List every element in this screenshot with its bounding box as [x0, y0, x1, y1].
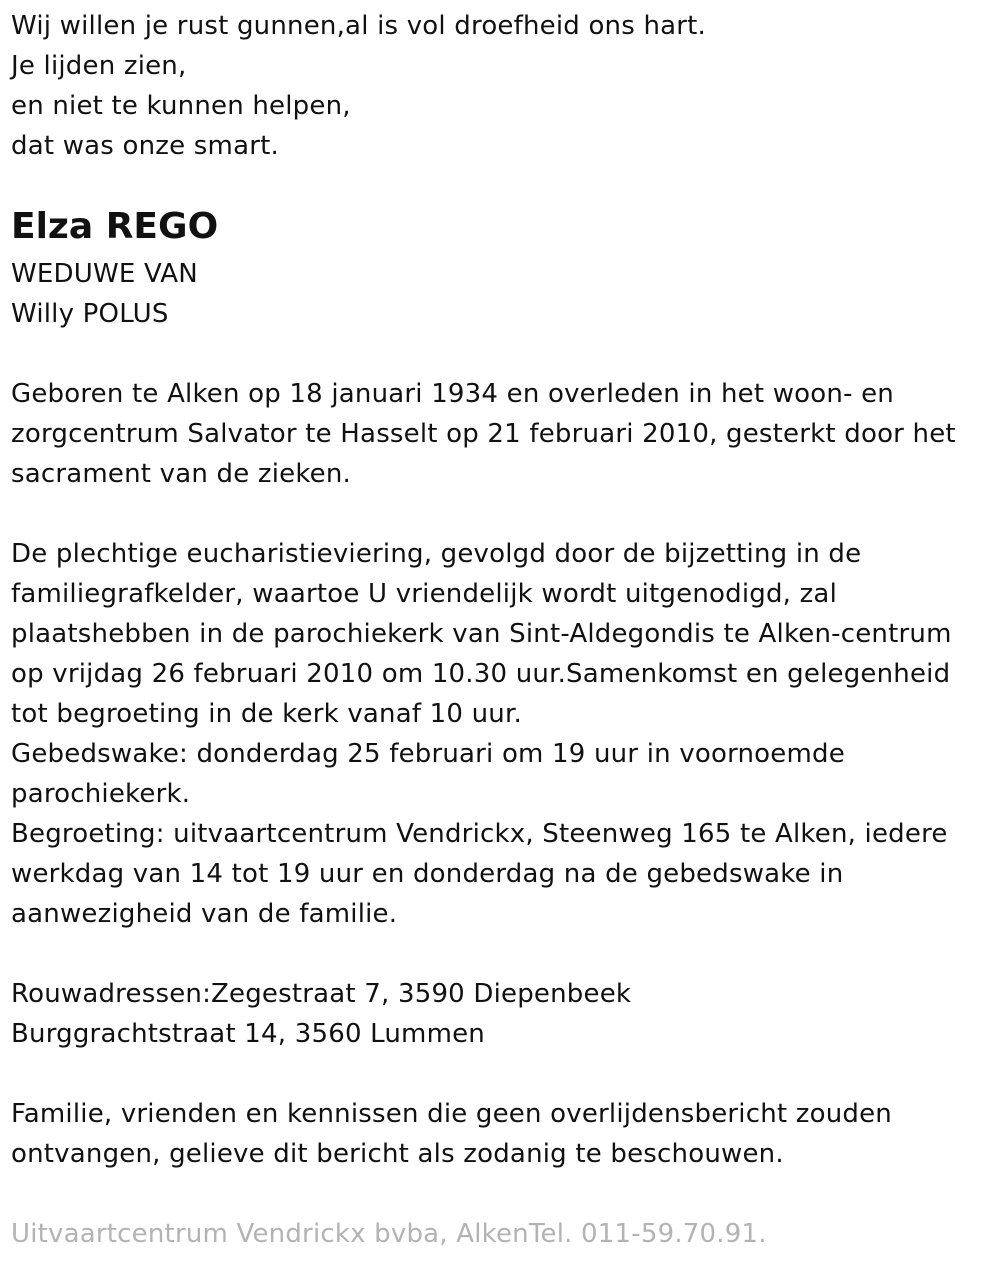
address-line: Burggrachtstraat 14, 3560 Lummen [11, 1019, 485, 1049]
paragraph-line: werkdag van 14 tot 19 uur en donderdag na de gebedswake in [11, 859, 844, 889]
paragraph-line: Gebedswake: donderdag 25 februari om 19 uur in voornoemde [11, 739, 845, 769]
poem-block [11, 6, 706, 166]
deceased-name: Elza REGO [11, 206, 219, 247]
paragraph-line: zorgcentrum Salvator te Hasselt op 21 februari 2010, gesterkt door het [11, 419, 956, 449]
relation-block [11, 254, 198, 334]
poem-line: Je lijden zien, [11, 51, 187, 81]
relation-line: WEDUWE VAN [11, 259, 198, 289]
paragraph-line: parochiekerk. [11, 779, 191, 809]
funeral-home-footer: Uitvaartcentrum Vendrickx bvba, AlkenTel. 011-59.70.91. [11, 1219, 767, 1249]
paragraph-line: plaatshebben in de parochiekerk van Sint-Aldegondis te Alken-centrum [11, 619, 952, 649]
address-line: Rouwadressen:Zegestraat 7, 3590 Diepenbeek [11, 979, 632, 1009]
paragraph-line: Geboren te Alken op 18 januari 1934 en overleden in het woon- en [11, 379, 894, 409]
paragraph-line: Begroeting: uitvaartcentrum Vendrickx, Steenweg 165 te Alken, iedere [11, 819, 948, 849]
poem-line: en niet te kunnen helpen, [11, 91, 351, 121]
notice-paragraph [11, 1094, 892, 1174]
paragraph-line: De plechtige eucharistieviering, gevolgd door de bijzetting in de [11, 539, 862, 569]
spouse-name: Willy POLUS [11, 299, 169, 329]
poem-line: Wij willen je rust gunnen,al is vol droefheid ons hart. [11, 11, 706, 41]
paragraph-line: sacrament van de zieken. [11, 459, 352, 489]
paragraph-line: Familie, vrienden en kennissen die geen overlijdensbericht zouden [11, 1099, 892, 1129]
birth-death-paragraph [11, 374, 956, 494]
poem-line: dat was onze smart. [11, 131, 279, 161]
mourning-addresses [11, 974, 631, 1054]
paragraph-line: aanwezigheid van de familie. [11, 899, 398, 929]
paragraph-line: op vrijdag 26 februari 2010 om 10.30 uur.Samenkomst en gelegenheid [11, 659, 951, 689]
paragraph-line: ontvangen, gelieve dit bericht als zodanig te beschouwen. [11, 1139, 784, 1169]
paragraph-line: tot begroeting in de kerk vanaf 10 uur. [11, 699, 522, 729]
ceremony-paragraph [11, 534, 952, 934]
paragraph-line: familiegrafkelder, waartoe U vriendelijk wordt uitgenodigd, zal [11, 579, 837, 609]
